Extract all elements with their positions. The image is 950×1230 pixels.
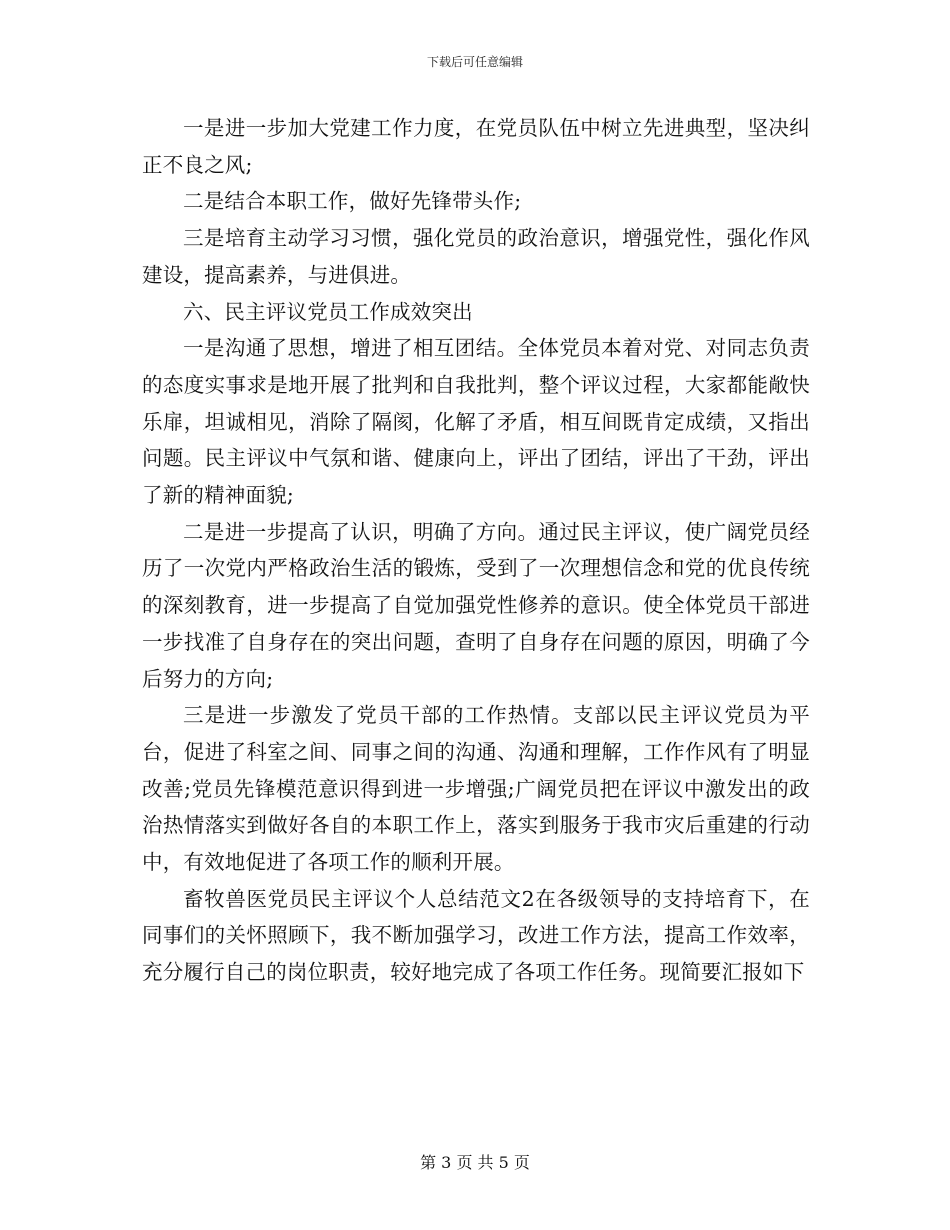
- document-body: [142, 110, 810, 991]
- paragraph-7: 畜牧兽医党员民主评议个人总结范文2在各级领导的支持培育下，在同事们的关怀照顾下，我不断加强学习，改进工作方法，提高工作效率，充分履行自己的岗位职责，较好地完成了各项工作任务。现简要汇报如下: [142, 886, 810, 985]
- paragraph-6: 三是进一步激发了党员干部的工作热情。支部以民主评议党员为平台，促进了科室之间、同事之间的沟通、沟通和理解，工作作风有了明显改善;党员先锋模范意识得到进一步增强;广阔党员把在评议中激发出的政治热情落实到做好各自的本职工作上，落实到服务于我市灾后重建的行动中，有效地促进了各项工作的顺利开展。: [142, 703, 810, 875]
- page-header: 下载后可任意编辑: [426, 55, 523, 69]
- section-heading: 六、民主评议党员工作成效突出: [183, 299, 473, 324]
- paragraph-3: 三是培育主动学习习惯，强化党员的政治意识，增强党性，强化作风建设，提高素养，与进俱进。: [142, 226, 810, 287]
- paragraph-2: 二是结合本职工作，做好先锋带头作;: [183, 189, 522, 214]
- paragraph-4: 一是沟通了思想，增进了相互团结。全体党员本着对党、对同志负责的态度实事求是地开展了批判和自我批判，整个评议过程，大家都能敞快乐扉，坦诚相见，消除了隔阂，化解了矛盾，相互间既肯定成绩，又指出问题。民主评议中气氛和谐、健康向上，评出了团结，评出了干劲，评出了新的精神面貌;: [142, 336, 810, 508]
- paragraph-5: 二是进一步提高了认识，明确了方向。通过民主评议，使广阔党员经历了一次党内严格政治生活的锻炼，受到了一次理想信念和党的优良传统的深刻教育，进一步提高了自觉加强党性修养的意识。使全体党员干部进一步找准了自身存在的突出问题，查明了自身存在问题的原因，明确了今后努力的方向;: [142, 519, 810, 691]
- page-number-footer: 第 3 页 共 5 页: [420, 1153, 530, 1172]
- paragraph-1: 一是进一步加大党建工作力度，在党员队伍中树立先进典型，坚决纠正不良之风;: [142, 116, 810, 177]
